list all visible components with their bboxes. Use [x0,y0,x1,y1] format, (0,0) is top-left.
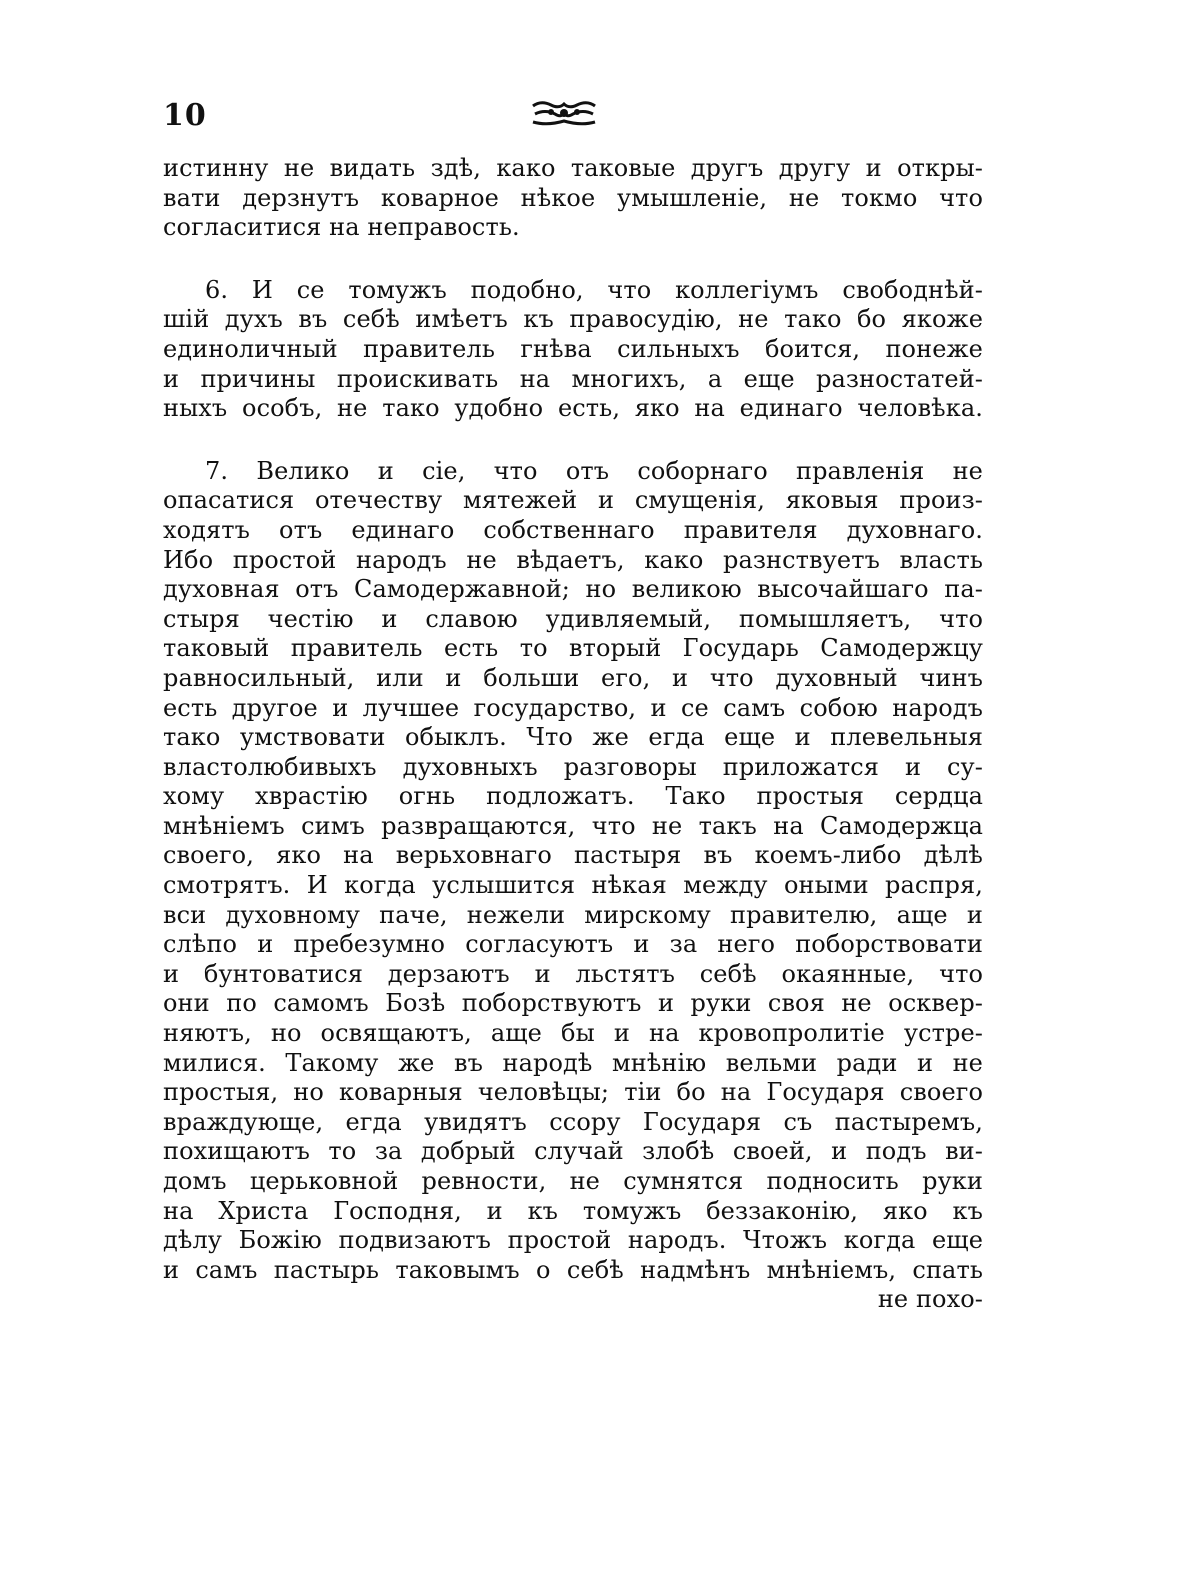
text-line: опасатися отечеству мятежей и смущенія, яковыя произ- [163,486,983,515]
decorative-headpiece-ornament-icon [531,100,597,128]
text-line: стыря честію и славою удивляемый, помышляетъ, что [163,604,983,633]
text-line: шій духъ въ себѣ имѣетъ къ правосудію, не тако бо якоже [163,305,983,334]
text-line: 7. Велико и сіе, что отъ соборнаго правленія не [205,456,983,485]
text-line: властолюбивыхъ духовныхъ разговоры приложатся и су- [163,752,983,781]
text-line: милися. Такому же въ народѣ мнѣнію вельми ради и не [163,1048,983,1077]
catchword: не похо- [877,1285,983,1314]
text-line: тако умствовати обыклъ. Что же егда еще и плевельныя [163,723,983,752]
text-line: единоличный правитель гнѣва сильныхъ боится, понеже [163,334,983,363]
text-line: Ибо простой народъ не вѣдаетъ, како разнствуетъ власть [163,545,983,574]
text-line: и бунтоватися дерзаютъ и льстятъ себѣ окаянные, что [163,959,983,988]
text-line: ходятъ отъ единаго собственнаго правителя духовнаго. [163,515,983,544]
text-line: хому хврастію огнь подложатъ. Тако простыя сердца [163,782,983,811]
paragraph-6 [163,276,983,424]
page-number: 10 [163,98,207,133]
text-line: на Христа Господня, и къ томужъ беззаконію, яко къ [163,1196,983,1225]
text-line: истинну не видать здѣ, како таковые другъ другу и откры- [163,154,983,182]
paragraph-1 [163,154,983,243]
text-line: смотрятъ. И когда услышится нѣкая между оными распря, [163,871,983,900]
text-line: своего, яко на верьховнаго пастыря въ коемъ-либо дѣлѣ [163,841,983,870]
text-line: ныхъ особъ, не тако удобно есть, яко на единаго человѣка. [163,394,983,423]
text-line: дѣлу Божію подвизаютъ простой народъ. Чтожъ когда еще [163,1226,983,1255]
text-line: вси духовному паче, нежели мирскому правителю, аще и [163,900,983,929]
body-text [163,154,983,1315]
text-line: домъ церьковной ревности, не сумнятся подносить руки [163,1167,983,1195]
text-line: 6. И се томужъ подобно, что коллегіумъ свободнѣй- [205,275,983,304]
text-line: вати дерзнутъ коварное нѣкое умышленіе, не токмо что [163,183,983,212]
text-line: слѣпо и пребезумно согласуютъ и за него поборствовати [163,930,983,959]
text-line: простыя, но коварныя человѣцы; тіи бо на Государя своего [163,1078,983,1107]
text-line: они по самомъ Бозѣ поборствуютъ и руки своя не осквер- [163,989,983,1018]
text-line: и причины проискивать на многихъ, а еще разностатей- [163,364,983,393]
text-line: похищаютъ то за добрый случай злобѣ своей, и подъ ви- [163,1137,983,1166]
text-line: духовная отъ Самодержавной; но великою высочайшаго па- [163,575,983,604]
text-line: равносильный, или и больши его, и что духовный чинъ [163,663,983,692]
text-line: согласитися на неправость. [163,213,520,242]
text-line: и самъ пастырь таковымъ о себѣ надмѣнъ мнѣніемъ, спать [163,1255,983,1284]
paragraph-7 [163,457,983,1315]
text-line: враждующе, егда увидятъ ссору Государя съ пастыремъ, [163,1107,983,1136]
text-line: таковый правитель есть то вторый Государь Самодержцу [163,634,983,663]
text-line: няютъ, но освящаютъ, аще бы и на кровопролитіе устре- [163,1019,983,1048]
text-line: есть другое и лучшее государство, и се самъ собою народъ [163,693,983,722]
text-line: мнѣніемъ симъ развращаются, что не такъ на Самодержца [163,811,983,840]
